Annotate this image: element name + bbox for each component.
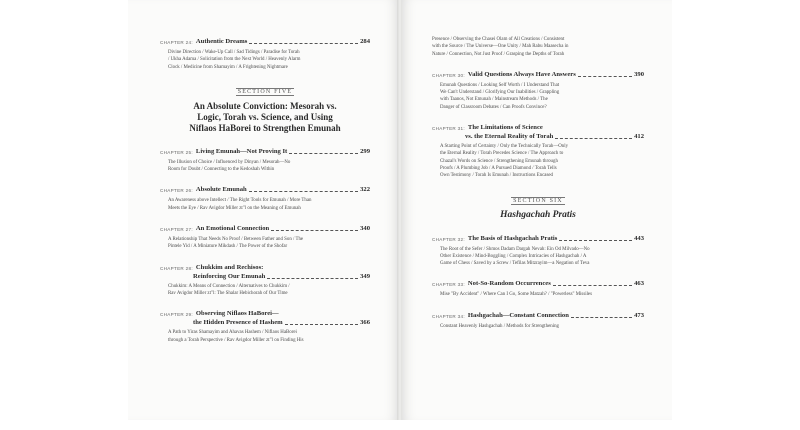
description-line: Game of Chess / Saved by a Screw / Tefilas Mitzrayim—a Negation of Teva	[440, 261, 590, 267]
toc-entry	[432, 124, 644, 179]
description-line: We Can't Understand / Glorifying Our Inabilities / Grappling	[440, 90, 560, 96]
toc-entry	[160, 186, 370, 212]
chapter-label: CHAPTER 30:	[432, 72, 465, 78]
toc-entry	[160, 310, 370, 344]
description-line: The Illusion of Choice / Influenced by Dinyan / Mesorah—No	[168, 159, 291, 165]
description-line: Clock / Medicine from Shamayim / A Frightening Nightmare	[168, 64, 288, 70]
chapter-description	[432, 143, 644, 179]
section-title: Hashgachah Pratis	[500, 209, 576, 220]
dot-leader	[271, 225, 358, 231]
toc-entry-continuation	[432, 36, 644, 58]
section-label: SECTION SIX	[513, 197, 563, 204]
toc-entry-heading	[432, 71, 644, 80]
description-line: Danger of Classroom Debates / Can Proofs Convince?	[440, 104, 547, 110]
chapter-title: Observing Niflaos HaBorei—	[195, 310, 279, 318]
chapter-label: CHAPTER 26:	[160, 188, 193, 194]
toc-entry	[160, 264, 370, 298]
description-line: Emunah Questions / Looking Self Worth / I Understand That	[440, 82, 560, 88]
chapter-title: An Emotional Connection	[195, 225, 270, 233]
section-title-line: Logic, Torah vs. Science, and Using	[197, 111, 333, 122]
toc-entry-heading-line2	[160, 273, 370, 281]
chapter-title: Living Emunah—Not Proving It	[195, 147, 288, 155]
chapter-description	[432, 246, 644, 268]
page-number: 284	[360, 38, 370, 45]
chapter-title: Hashgachah—Constant Connection	[467, 311, 569, 319]
dot-leader	[559, 235, 632, 241]
dot-leader	[267, 273, 358, 279]
right-page	[402, 0, 672, 420]
toc-entry-heading	[160, 264, 370, 273]
chapter-description	[432, 323, 644, 330]
description-line: Chukkim: A Means of Connection / Alternatives to Chukkim /	[168, 283, 290, 289]
page-number: 473	[634, 311, 644, 319]
left-toc-column	[160, 38, 370, 357]
chapter-description	[160, 329, 370, 344]
chapter-title-line2: vs. the Eternal Reality of Torah	[465, 133, 554, 141]
section-label: SECTION FIVE	[237, 88, 293, 95]
dot-leader	[571, 312, 632, 318]
chapter-description	[160, 283, 370, 298]
description-line: Rav Avigdor Miller zt"l: The Shalar Hebichorah of Our Time	[168, 290, 288, 296]
page-number: 390	[634, 70, 644, 78]
description-line: Presence / Observing the Chasei Olam of All Creations / Consistent	[432, 37, 565, 42]
description-line: Divine Direction / Wake-Up Call / Sad Tidings / Paradise for Torah	[168, 50, 300, 55]
chapter-label: CHAPTER 29:	[160, 312, 193, 318]
chapter-title: Not-So-Random Occurrences	[467, 280, 551, 288]
toc-entry-heading	[160, 310, 370, 319]
description-line: Room for Doubt / Connecting to the Kedoshah Within	[168, 167, 275, 173]
description-line: An Awareness above Intellect / The Right Tools for Emunah / More Than	[168, 198, 312, 204]
description-line: Nature / Connection, Not Just Proof / Grasping the Depths of Torah	[432, 51, 565, 57]
toc-entry	[432, 71, 644, 111]
chapter-label: CHAPTER 31:	[432, 126, 465, 132]
toc-entry	[160, 148, 370, 174]
page-number: 340	[360, 225, 370, 233]
chapter-label: CHAPTER 24:	[160, 40, 193, 45]
dot-leader	[578, 71, 632, 77]
description-line: Pintele Yid / A Miniature Mikdash / The Power of the Shofar	[168, 244, 288, 250]
chapter-description	[432, 36, 644, 58]
dot-leader	[285, 319, 358, 325]
toc-entry	[432, 235, 644, 268]
dot-leader	[555, 133, 632, 139]
chapter-description	[160, 197, 370, 212]
chapter-title: Absolute Emunah	[195, 186, 247, 194]
toc-entry-heading	[432, 235, 644, 244]
chapter-title: Authentic Dreams	[195, 38, 248, 45]
description-line: Proofs / A Plumbing Job / A Pursued Diamond / Torah Tells	[440, 165, 557, 171]
description-line: through a Torah Perspective / Rav Avigdor Miller zt"l on Finding His	[168, 337, 304, 343]
toc-entry-heading	[160, 38, 370, 47]
page-number: 366	[360, 319, 370, 327]
toc-entry-heading	[432, 312, 644, 321]
page-number: 322	[360, 186, 370, 194]
section-title-line: Niflaos HaBorei to Strengthen Emunah	[189, 122, 341, 133]
section-title-line: An Absolute Conviction: Mesorah vs.	[193, 100, 337, 111]
left-page	[128, 0, 398, 420]
chapter-description	[160, 49, 370, 71]
right-toc-column	[432, 36, 644, 343]
toc-entry-heading	[160, 148, 370, 157]
description-line: A Starting Point of Certainty / Only the Technically Torah—Only	[440, 144, 569, 150]
description-line: Chazal's Words on Science / Strengthening Emunah through	[440, 158, 558, 164]
chapter-title: Chukkim and Rechisos:	[195, 263, 264, 271]
toc-entry-heading	[160, 225, 370, 234]
chapter-description	[432, 291, 644, 298]
dot-leader	[553, 280, 632, 286]
page-number: 463	[634, 280, 644, 288]
toc-entry-heading-line2	[432, 133, 644, 141]
description-line: A Relationship That Needs No Proof / Between Father and Son / The	[168, 237, 304, 243]
description-line: Constant Heavenly Hashgachah / Methods for Strengthening	[440, 323, 559, 329]
dot-leader	[289, 148, 358, 154]
toc-entry-heading	[160, 186, 370, 195]
description-line: with the Source / The Universe—One Unity / Mah Rabu Maasecha in	[432, 44, 569, 50]
toc-entry	[160, 38, 370, 71]
chapter-label: CHAPTER 33:	[432, 282, 465, 288]
description-line: Own Testimony / Torah Is Emunah / Instructions Encased	[440, 173, 553, 179]
page-number: 299	[360, 147, 370, 155]
chapter-label: CHAPTER 25:	[160, 149, 193, 155]
page-number: 412	[634, 133, 644, 141]
dot-leader	[249, 38, 358, 44]
chapter-title: Valid Questions Always Have Answers	[467, 70, 576, 78]
chapter-title-line2: the Hidden Presence of Hashem	[193, 319, 283, 327]
description-line: The Root of the Sefer / Shmos Dadam Dargah Nevah: Ein Od Milvado—No	[440, 246, 590, 252]
toc-entry-heading	[432, 280, 644, 289]
chapter-label: CHAPTER 32:	[432, 236, 465, 242]
chapter-description	[432, 82, 644, 111]
chapter-label: CHAPTER 27:	[160, 227, 193, 233]
toc-entry	[432, 312, 644, 330]
chapter-description	[160, 159, 370, 174]
chapter-label: CHAPTER 28:	[160, 265, 193, 271]
description-line: Mise "By Accident" / Where Can I Go, Some Matzah? / "Powerless" Missiles	[440, 292, 593, 298]
toc-entry	[432, 280, 644, 298]
toc-entry	[160, 225, 370, 251]
description-line: the Eternal Reality / Torah Precedes Science / The Approach to	[440, 151, 564, 157]
description-line: A Path to Yiras Shamayim and Ahavas Hashem / Niflaos HaBorei	[168, 330, 297, 336]
description-line: Meets the Eye / Rav Avigdor Miller zt"l on the Meaning of Emunah	[168, 205, 301, 211]
chapter-label: CHAPTER 34:	[432, 313, 465, 319]
section-title	[160, 101, 370, 134]
description-line: with Taanos, Not Emunah / Mainstream Methods / The	[440, 97, 548, 103]
chapter-title: The Limitations of Science	[467, 124, 543, 132]
chapter-title-line2: Reinforcing Our Emunah	[193, 272, 266, 280]
toc-entry-heading	[432, 124, 644, 133]
dot-leader	[249, 186, 358, 192]
page-number: 349	[360, 272, 370, 280]
description-line: Other Existence / Mind-Boggling / Complex Intricacies of Hashgachah / A	[440, 253, 587, 259]
description-line: / Ukha Adama / Solicitation from the Next World / Heavenly Alarm	[168, 57, 301, 63]
chapter-description	[160, 236, 370, 251]
chapter-title: The Basis of Hashgachah Pratis	[467, 234, 558, 242]
page-number: 443	[634, 234, 644, 242]
toc-entry-heading-line2	[160, 319, 370, 327]
